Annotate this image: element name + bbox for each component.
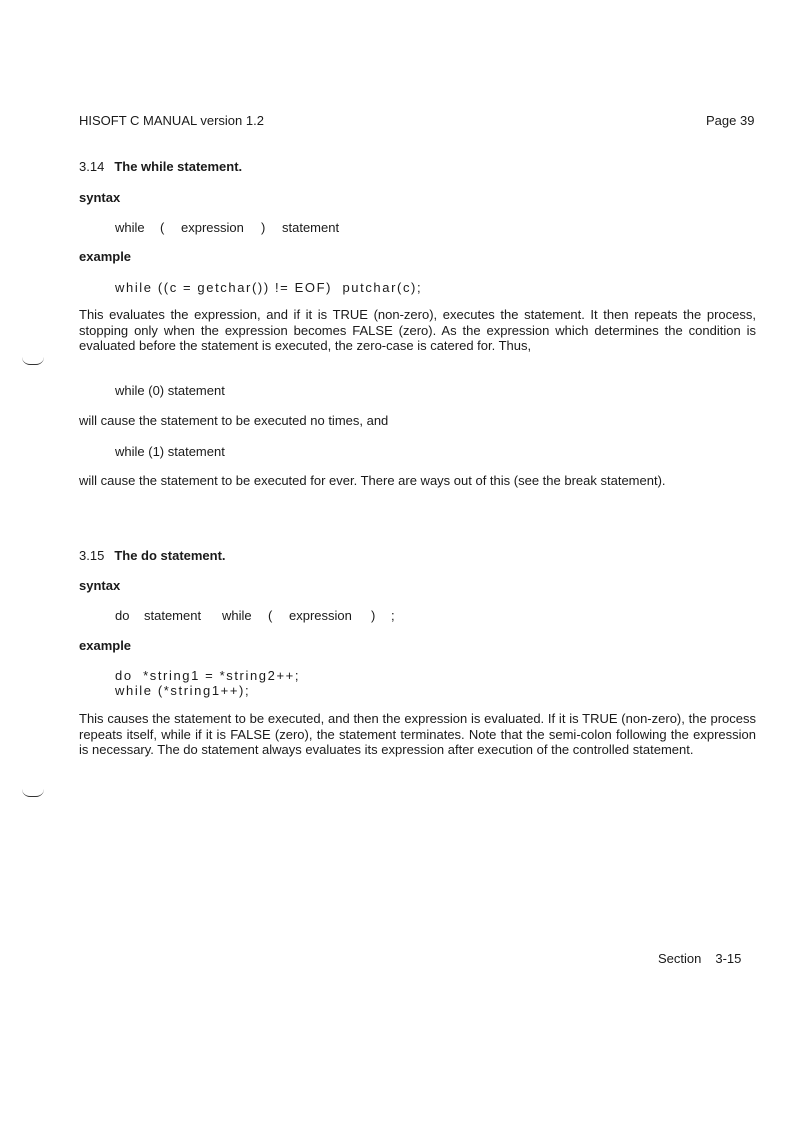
example-while-one: while (1) statement bbox=[115, 444, 225, 459]
syntax-expression: expression bbox=[181, 220, 244, 235]
margin-mark bbox=[22, 789, 44, 797]
syntax-close-paren: ) bbox=[261, 220, 266, 235]
page-number: Page 39 bbox=[706, 113, 755, 128]
example-label: example bbox=[79, 638, 132, 653]
section-number: 3.14 bbox=[79, 159, 105, 174]
syntax-statement: statement bbox=[144, 608, 202, 623]
example-code-line-2: while (*string1++); bbox=[115, 683, 251, 698]
paragraph: This causes the statement to be executed, and then the expression is evaluated. If it is TRUE (non-zero), the process repeats itself, while if it is FALSE (zero), the statement terminates. Note that the semi-colon following the expression is necessary. The do statement always evaluates its expression after execution of the controlled statement. bbox=[79, 711, 756, 757]
syntax-semicolon: ; bbox=[391, 608, 395, 623]
syntax-keyword-do: do bbox=[115, 608, 130, 623]
footer-section-label: Section bbox=[658, 951, 702, 966]
section-heading-3-14 bbox=[79, 159, 242, 174]
running-header-title: HISOFT C MANUAL version 1.2 bbox=[79, 113, 264, 128]
example-code: while ((c = getchar()) != EOF) putchar(c); bbox=[115, 280, 423, 295]
section-number: 3.15 bbox=[79, 548, 105, 563]
syntax-close-paren: ) bbox=[371, 608, 376, 623]
example-while-zero: while (0) statement bbox=[115, 383, 225, 398]
footer-section-number: 3-15 bbox=[715, 951, 742, 966]
paragraph: This evaluates the expression, and if it is TRUE (non-zero), executes the statement. It then repeats the process, stopping only when the expression becomes FALSE (zero). As the expression which determines the condition is evaluated before the statement is executed, the zero-case is catered for. Thus, bbox=[79, 307, 756, 353]
syntax-label: syntax bbox=[79, 190, 121, 205]
syntax-statement: statement bbox=[282, 220, 340, 235]
paragraph: will cause the statement to be executed for ever. There are ways out of this (see the break statement). bbox=[79, 473, 666, 488]
section-title: The do statement. bbox=[114, 548, 226, 563]
section-title: The while statement. bbox=[114, 159, 243, 174]
footer-section bbox=[658, 951, 741, 966]
syntax-keyword-while: while bbox=[222, 608, 252, 623]
syntax-keyword-while: while bbox=[115, 220, 145, 235]
syntax-open-paren: ( bbox=[160, 220, 165, 235]
syntax-open-paren: ( bbox=[268, 608, 273, 623]
example-label: example bbox=[79, 249, 132, 264]
margin-mark bbox=[22, 357, 44, 365]
section-heading-3-15 bbox=[79, 548, 226, 563]
syntax-label: syntax bbox=[79, 578, 121, 593]
paragraph: will cause the statement to be executed no times, and bbox=[79, 413, 389, 428]
syntax-expression: expression bbox=[289, 608, 352, 623]
example-code-line-1: do *string1 = *string2++; bbox=[115, 668, 301, 683]
